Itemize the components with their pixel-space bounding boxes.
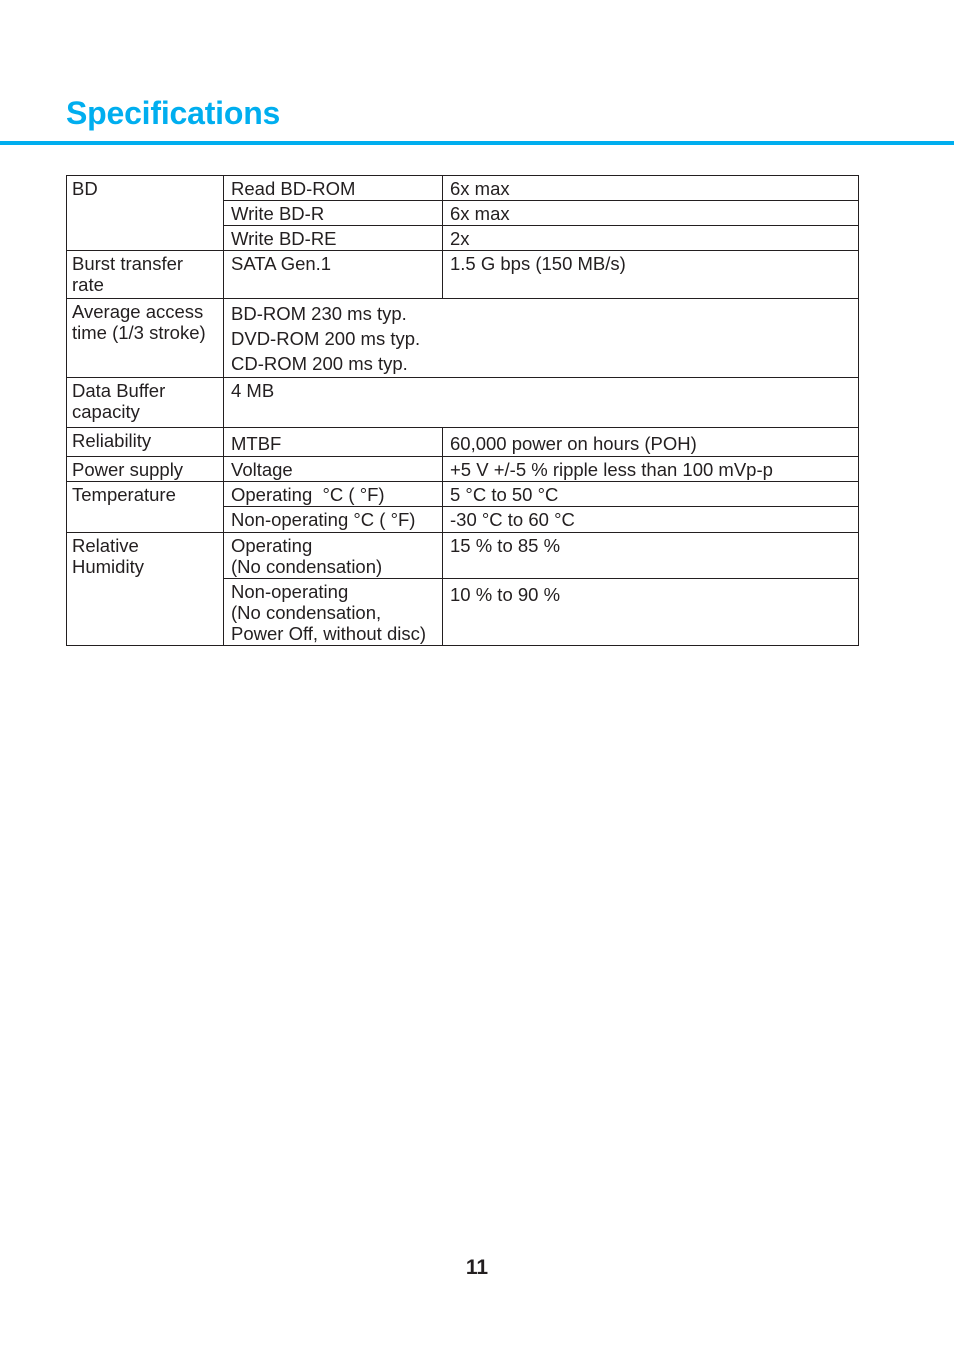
- humidity-label: Relative Humidity: [67, 533, 224, 646]
- access-time-cd-rom: CD-ROM 200 ms typ.: [231, 353, 408, 374]
- access-time-bd-rom: BD-ROM 230 ms typ.: [231, 303, 407, 324]
- temp-nonoperating-value: -30 °C to 60 °C: [443, 507, 859, 533]
- write-bd-r-label: Write BD-R: [224, 201, 443, 226]
- humidity-nonoperating-label: Non-operating (No condensation, Power Off, without disc): [224, 579, 443, 646]
- page-title: Specifications: [66, 95, 281, 131]
- buffer-value: 4 MB: [224, 378, 859, 428]
- access-time-label: Average access time (1/3 stroke): [67, 299, 224, 378]
- temp-operating-label: Operating °C ( °F): [224, 482, 443, 507]
- temp-operating-value: 5 °C to 50 °C: [443, 482, 859, 507]
- table-row: [67, 251, 859, 299]
- table-row: [67, 176, 859, 201]
- write-bd-re-value: 2x: [443, 226, 859, 251]
- table-row: [67, 378, 859, 428]
- mtbf-label: MTBF: [224, 428, 443, 457]
- burst-transfer-value: 1.5 G bps (150 MB/s): [443, 251, 859, 299]
- burst-interface: SATA Gen.1: [224, 251, 443, 299]
- specifications-table: [66, 175, 859, 646]
- table-row: [67, 457, 859, 482]
- power-supply-label: Power supply: [67, 457, 224, 482]
- bd-label: BD: [67, 176, 224, 251]
- temperature-label: Temperature: [67, 482, 224, 533]
- table-row: [67, 428, 859, 457]
- humidity-operating-label: Operating (No condensation): [224, 533, 443, 579]
- access-time-dvd-rom: DVD-ROM 200 ms typ.: [231, 328, 421, 349]
- read-bd-rom-label: Read BD-ROM: [224, 176, 443, 201]
- humidity-operating-value: 15 % to 85 %: [443, 533, 859, 579]
- table-row: [67, 482, 859, 507]
- read-bd-rom-value: 6x max: [443, 176, 859, 201]
- burst-transfer-label: Burst transfer rate: [67, 251, 224, 299]
- reliability-label: Reliability: [67, 428, 224, 457]
- table-row: [67, 533, 859, 579]
- table-row: [67, 299, 859, 378]
- access-time-values: [224, 299, 859, 378]
- temp-nonoperating-label: Non-operating °C ( °F): [224, 507, 443, 533]
- page-number: 11: [465, 1256, 489, 1279]
- humidity-nonoperating-value: 10 % to 90 %: [443, 579, 859, 646]
- voltage-value: +5 V +/-5 % ripple less than 100 mVp-p: [443, 457, 859, 482]
- write-bd-re-label: Write BD-RE: [224, 226, 443, 251]
- title-divider: [0, 141, 954, 145]
- write-bd-r-value: 6x max: [443, 201, 859, 226]
- voltage-label: Voltage: [224, 457, 443, 482]
- mtbf-value: 60,000 power on hours (POH): [443, 428, 859, 457]
- buffer-label: Data Buffer capacity: [67, 378, 224, 428]
